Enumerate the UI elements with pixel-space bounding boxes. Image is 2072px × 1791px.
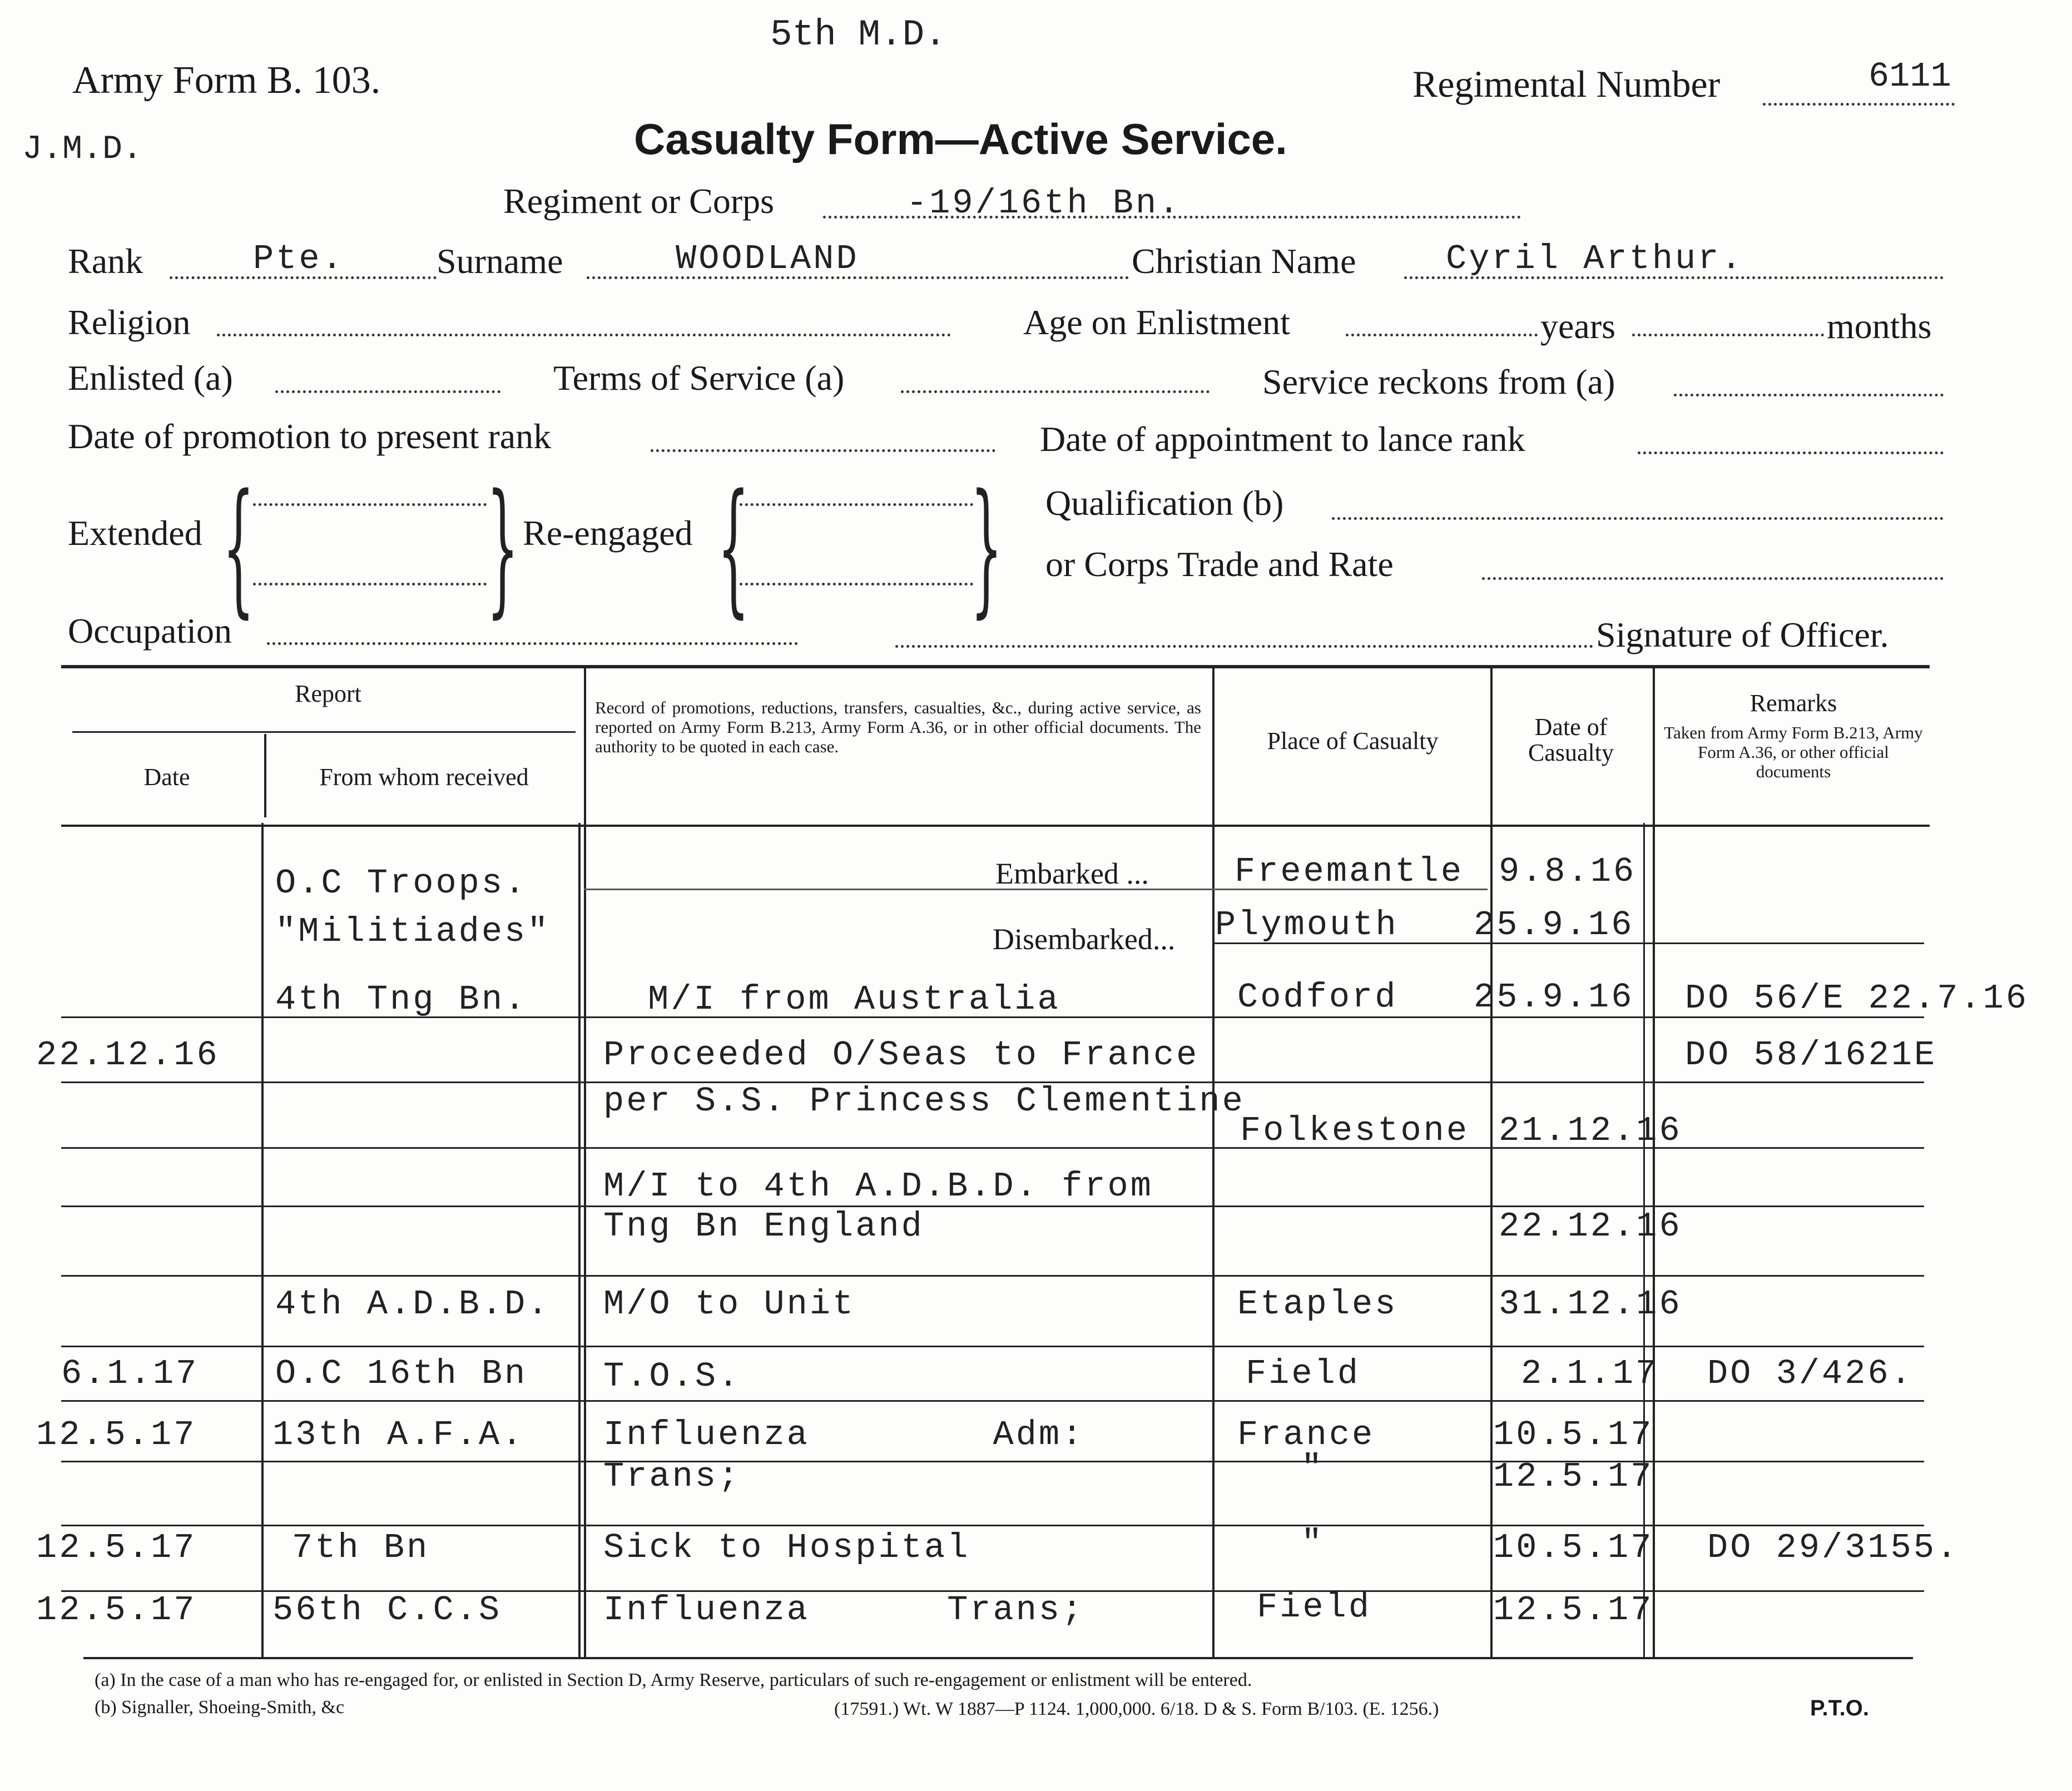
- reengaged-line-bottom: [740, 583, 973, 586]
- row-date: 6.1.17: [61, 1354, 199, 1393]
- extended-brace-left: {: [222, 464, 255, 632]
- row-date-of-casualty: 9.8.16: [1499, 852, 1637, 891]
- row-date: 12.5.17: [36, 1528, 197, 1567]
- col-rule-5: [1653, 667, 1655, 1657]
- reengaged-label: Re-engaged: [523, 513, 693, 553]
- signature-line: [895, 645, 1593, 648]
- row-record: Proceeded O/Seas to France: [603, 1035, 1199, 1075]
- col-rule-1-header: [264, 734, 266, 817]
- qualification-line: [1332, 517, 1944, 520]
- row-record: T.O.S.: [603, 1357, 741, 1396]
- age-years-line: [1346, 334, 1538, 336]
- row-rule: [61, 1400, 1924, 1402]
- form-title: Casualty Form—Active Service.: [634, 115, 1287, 163]
- row-from: 56th C.C.S: [272, 1590, 502, 1630]
- promotion-label: Date of promotion to present rank: [68, 416, 552, 456]
- place-header: Place of Casualty: [1267, 727, 1439, 755]
- col-rule-2b: [578, 823, 581, 1657]
- table-header-rule: [61, 825, 1930, 827]
- row-date-of-casualty: 22.12.16: [1499, 1207, 1682, 1246]
- row-date-of-casualty: 12.5.17: [1493, 1457, 1654, 1496]
- age-label: Age on Enlistment: [1023, 302, 1290, 342]
- trade-label: or Corps Trade and Rate: [1045, 544, 1394, 584]
- row-place: Etaples: [1237, 1284, 1398, 1324]
- row-record: Influenza Trans;: [603, 1590, 1085, 1630]
- row-record: per S.S. Princess Clementine: [603, 1081, 1245, 1121]
- col-rule-2: [584, 667, 586, 1657]
- from-header: From whom received: [319, 763, 529, 791]
- row-date-of-casualty: 25.9.16: [1474, 978, 1634, 1017]
- row-place: Field: [1257, 1587, 1372, 1627]
- row-record: Disembarked...: [993, 922, 1176, 956]
- report-header: Report: [295, 680, 361, 707]
- reengaged-brace-left: {: [717, 464, 750, 632]
- row-rule: [61, 1346, 1924, 1347]
- table-top-rule: [61, 665, 1930, 668]
- religion-label: Religion: [68, 302, 191, 342]
- record-header: Record of promotions, reductions, transfers, casualties, &c., during active service, as reported on Army Form B.213, Army Form A.36, or in other official documents. The authority to be quoted in each case.: [595, 698, 1201, 757]
- regiment-label: Regiment or Corps: [503, 181, 775, 221]
- extended-brace-right: }: [487, 464, 519, 632]
- row-place: Codford: [1237, 978, 1398, 1017]
- footnote-b: (b) Signaller, Shoeing-Smith, &c: [95, 1697, 345, 1718]
- row-date: 12.5.17: [36, 1590, 197, 1630]
- row-date: 22.12.16: [36, 1035, 220, 1075]
- surname-value: WOODLAND: [676, 239, 859, 279]
- occupation-label: Occupation: [68, 611, 232, 651]
- row-date-of-casualty: 25.9.16: [1474, 905, 1634, 945]
- extended-label: Extended: [68, 513, 202, 553]
- row-from: 13th A.F.A.: [272, 1415, 525, 1455]
- table-bottom-rule: [83, 1657, 1913, 1659]
- row-date-of-casualty: 10.5.17: [1493, 1528, 1654, 1567]
- row-remarks: DO 29/3155.: [1707, 1528, 1960, 1567]
- lance-label: Date of appointment to lance rank: [1040, 419, 1525, 459]
- row-record: M/O to Unit: [603, 1284, 856, 1324]
- col-rule-1: [261, 823, 264, 1657]
- regimental-number-label: Regimental Number: [1412, 63, 1721, 105]
- surname-label: Surname: [437, 241, 563, 281]
- row-from: O.C 16th Bn: [275, 1354, 528, 1393]
- promotion-line: [651, 449, 995, 452]
- row-place: France: [1237, 1415, 1375, 1455]
- office-mark: J.M.D.: [22, 131, 143, 168]
- row-place: Plymouth: [1215, 905, 1399, 945]
- lance-line: [1638, 452, 1944, 454]
- row-record: Tng Bn England: [603, 1207, 924, 1246]
- row-from: O.C Troops.: [275, 864, 528, 903]
- row-from: "Militiades": [275, 912, 551, 951]
- row-date-of-casualty: 2.1.17: [1521, 1354, 1659, 1393]
- enlisted-label: Enlisted (a): [68, 358, 233, 398]
- religion-line: [217, 334, 951, 336]
- row-place: ": [1301, 1524, 1325, 1563]
- row-date-of-casualty: 12.5.17: [1493, 1590, 1654, 1630]
- regiment-value: -19/16th Bn.: [906, 183, 1182, 223]
- row-date-of-casualty: 10.5.17: [1493, 1415, 1654, 1455]
- rank-label: Rank: [68, 241, 143, 281]
- trade-line: [1482, 577, 1944, 580]
- pto-mark: P.T.O.: [1810, 1696, 1869, 1720]
- reengaged-brace-right: }: [970, 464, 1003, 632]
- row-record: M/I from Australia: [648, 980, 1060, 1019]
- signature-label: Signature of Officer.: [1596, 615, 1889, 654]
- terms-line: [901, 390, 1210, 393]
- row-remarks: DO 3/426.: [1707, 1354, 1914, 1393]
- row-place: ": [1301, 1448, 1325, 1488]
- row-rule: [61, 1275, 1924, 1277]
- reengaged-line-top: [740, 503, 973, 506]
- row-from: 4th A.D.B.D.: [275, 1284, 551, 1324]
- row-record: M/I to 4th A.D.B.D. from: [603, 1167, 1153, 1206]
- rank-value: Pte.: [253, 239, 345, 279]
- christian-name-label: Christian Name: [1132, 241, 1356, 281]
- print-info: (17591.) Wt. W 1887—P 1124. 1,000,000. 6/18. D & S. Form B/103. (E. 1256.): [834, 1699, 1439, 1719]
- row-remarks: DO 58/1621E: [1685, 1035, 1937, 1075]
- form-id: Army Form B. 103.: [72, 59, 381, 102]
- row-date-of-casualty: 21.12.16: [1499, 1111, 1682, 1150]
- col-rule-3: [1212, 667, 1215, 1657]
- date-casualty-header: Date of Casualty: [1528, 713, 1614, 767]
- row-record: Influenza Adm:: [603, 1415, 1085, 1455]
- row-record: Sick to Hospital: [603, 1528, 970, 1567]
- report-subrule: [72, 731, 576, 733]
- extended-line-top: [253, 503, 487, 506]
- row-place: Freemantle: [1235, 852, 1464, 891]
- footnote-a: (a) In the case of a man who has re-engaged for, or enlisted in Section D, Army Reserve, particulars of such re-engagement or enlistment will be entered.: [95, 1670, 1252, 1690]
- row-remarks: DO 56/E 22.7.16: [1685, 979, 2029, 1018]
- reckons-label: Service reckons from (a): [1262, 362, 1615, 401]
- row-from: 4th Tng Bn.: [275, 980, 528, 1019]
- enlisted-line: [275, 390, 500, 393]
- row-rule: [61, 1525, 1924, 1526]
- row-place: Field: [1246, 1354, 1361, 1393]
- regimental-number-line: [1763, 103, 1955, 106]
- top-mark: 5th M.D.: [770, 14, 946, 56]
- extended-line-bottom: [253, 583, 487, 586]
- reckons-line: [1674, 394, 1944, 396]
- row-date: 12.5.17: [36, 1415, 197, 1455]
- row-date-of-casualty: 31.12.16: [1499, 1284, 1682, 1324]
- age-months-line: [1632, 334, 1824, 336]
- row-record: Embarked ...: [995, 857, 1149, 890]
- col-rule-4b: [1490, 823, 1493, 1657]
- months-label: months: [1827, 306, 1932, 346]
- christian-name-value: Cyril Arthur.: [1446, 239, 1744, 279]
- qualification-label: Qualification (b): [1045, 483, 1284, 523]
- remarks-subheader: Taken from Army Form B.213, Army Form A.36, or other official documents: [1664, 723, 1923, 782]
- terms-label: Terms of Service (a): [553, 358, 845, 398]
- remarks-header: Remarks: [1749, 689, 1837, 717]
- row-record: Trans;: [603, 1457, 741, 1496]
- row-from: 7th Bn: [292, 1528, 430, 1567]
- years-label: years: [1540, 306, 1616, 346]
- occupation-line: [267, 642, 798, 645]
- regimental-number-value: 6111: [1868, 57, 1951, 96]
- row-place: Folkestone: [1240, 1111, 1470, 1150]
- date-header: Date: [143, 763, 190, 791]
